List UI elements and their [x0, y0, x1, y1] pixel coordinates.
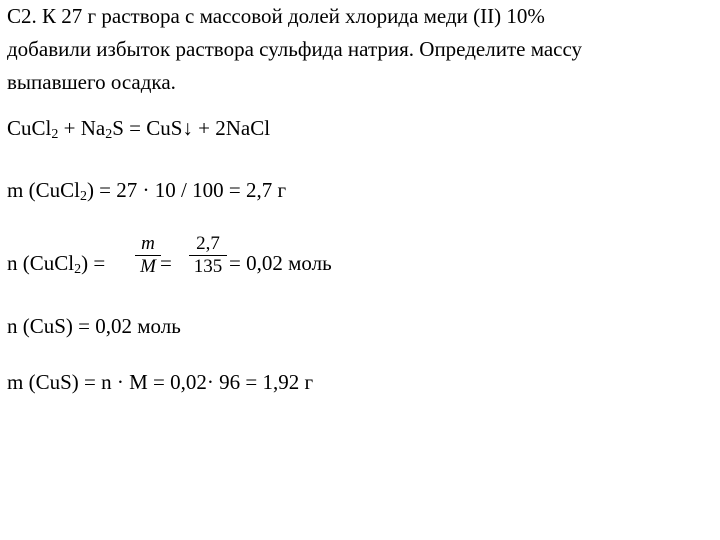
amount-cucl2-eq: ) = [81, 251, 106, 275]
mass-cucl2-line [7, 178, 286, 203]
equals-sign: = [160, 251, 172, 275]
problem-line-1: С2. К 27 г раствора с массовой долей хлорида меди (II) 10% [7, 4, 545, 28]
equation-sub-1: 2 [51, 127, 59, 142]
mass-cucl2-calc: ) = 27 · 10 / 100 = 2,7 г [86, 178, 287, 202]
amount-cucl2-result [229, 251, 332, 276]
amount-cus-text: n (CuS) = 0,02 моль [7, 314, 181, 338]
mass-cucl2-prefix: m (CuCl [7, 178, 80, 202]
amount-cucl2-prefix: n (CuCl [7, 251, 75, 275]
amount-cus-line [7, 314, 181, 339]
problem-statement [7, 0, 707, 99]
fraction-2-7-over-135 [189, 233, 227, 278]
fraction-m-over-M [135, 233, 161, 278]
fraction-numerator-2-7: 2,7 [196, 233, 220, 254]
mass-cucl2-sub: 2 [79, 189, 87, 204]
equation-part-products: S = CuS↓ + 2NaCl [112, 116, 271, 140]
amount-cucl2-sub: 2 [74, 262, 82, 277]
fraction-numerator-m: m [141, 233, 155, 254]
fraction-denominator-M: M [140, 256, 156, 277]
equation-part-cucl: CuCl [7, 116, 52, 140]
amount-cucl2-equals [160, 251, 172, 276]
reaction-equation [7, 116, 270, 141]
equation-part-na: + Na [58, 116, 106, 140]
mass-cus-text: m (CuS) = n · M = 0,02· 96 = 1,92 г [7, 370, 314, 394]
amount-cucl2-result-text: = 0,02 моль [229, 251, 332, 275]
mass-cus-line [7, 370, 313, 395]
fraction-denominator-135: 135 [193, 256, 223, 277]
problem-line-3: выпавшего осадка. [7, 70, 176, 94]
problem-line-2: добавили избыток раствора сульфида натрия. Определите массу [7, 37, 583, 61]
amount-cucl2-line [7, 251, 105, 276]
equation-sub-2: 2 [105, 127, 113, 142]
